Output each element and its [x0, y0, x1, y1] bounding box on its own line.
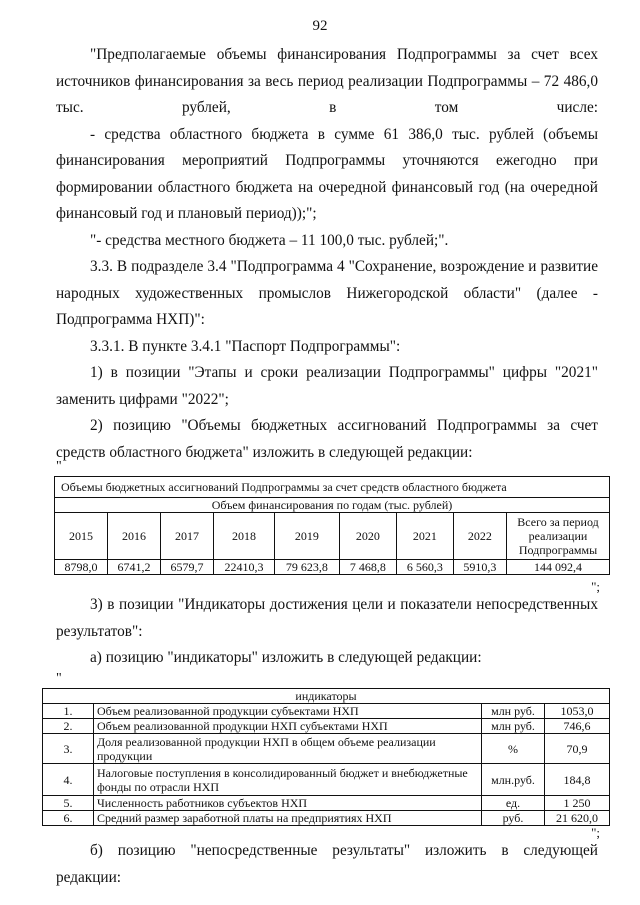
value-cell: 79 623,8 — [274, 560, 339, 575]
body-text-block-1 — [56, 42, 598, 466]
body-text-block-2 — [56, 592, 598, 672]
indicator-number: 6. — [43, 811, 94, 826]
year-cell: 2017 — [161, 513, 214, 560]
indicator-value: 184,8 — [545, 764, 610, 796]
year-cell: 2020 — [339, 513, 396, 560]
closing-mark-1: "; — [591, 579, 600, 594]
opening-quote-2: " — [56, 671, 62, 686]
paragraph-local-budget: "- средства местного бюджета – 11 100,0 тыс. рублей;". — [90, 231, 449, 249]
indicator-name: Доля реализованной продукции НХП в общем объеме реализации продукции — [94, 734, 482, 764]
indicator-value: 746,6 — [545, 719, 610, 734]
budget-table-subheader: Объем финансирования по годам (тыс. рублей) — [55, 498, 610, 513]
indicator-unit: ед. — [482, 796, 545, 811]
paragraph-item-3a: а) позицию "индикаторы" изложить в следующей редакции: — [90, 649, 482, 666]
indicator-unit: руб. — [482, 811, 545, 826]
paragraph-regional-budget: - средства областного бюджета в сумме 61 386,0 тыс. рублей (объемы финансирования мероприятий Подпрограммы уточняются ежегодно при формировании областного бюджета на очередной финансовый год (на очередной финансовый год и плановый период));"; — [56, 125, 598, 222]
value-cell: 5910,3 — [453, 560, 506, 575]
indicator-number: 1. — [43, 704, 94, 719]
paragraph-financing-total: "Предполагаемые объемы финансирования Подпрограммы за счет всех источников финансирования за весь период реализации Подпрограммы – 72 486,0 тыс. рублей, в том числе: — [56, 46, 598, 116]
budget-allocation-table — [54, 476, 610, 575]
value-cell: 8798,0 — [55, 560, 108, 575]
indicator-value: 1 250 — [545, 796, 610, 811]
indicator-unit: млн руб. — [482, 704, 545, 719]
year-cell: 2021 — [396, 513, 453, 560]
indicator-unit: млн руб. — [482, 719, 545, 734]
body-text-block-3 — [56, 838, 598, 891]
year-cell: 2019 — [274, 513, 339, 560]
year-cell: 2015 — [55, 513, 108, 560]
value-cell: 22410,3 — [214, 560, 275, 575]
indicator-name: Объем реализованной продукции субъектами НХП — [94, 704, 482, 719]
year-cell: 2018 — [214, 513, 275, 560]
year-cell: 2016 — [108, 513, 161, 560]
paragraph-item-3b: б) позицию "непосредственные результаты" изложить в следующей редакции: — [56, 842, 598, 886]
indicators-table — [42, 688, 610, 826]
indicator-name: Объем реализованной продукции НХП субъектами НХП — [94, 719, 482, 734]
indicator-value: 1053,0 — [545, 704, 610, 719]
indicator-value: 70,9 — [545, 734, 610, 764]
closing-mark-2: "; — [591, 825, 600, 840]
paragraph-item-3: 3) в позиции "Индикаторы достижения цели и показатели непосредственных результатов": — [56, 596, 598, 640]
paragraph-section-3-3-1: 3.3.1. В пункте 3.4.1 "Паспорт Подпрограммы": — [90, 337, 401, 355]
indicator-number: 4. — [43, 764, 94, 796]
indicator-name: Средний размер заработной платы на предприятиях НХП — [94, 811, 482, 826]
indicator-value: 21 620,0 — [545, 811, 610, 826]
opening-quote-1: " — [56, 459, 62, 474]
value-cell: 6579,7 — [161, 560, 214, 575]
paragraph-section-3-3: 3.3. В подразделе 3.4 "Подпрограмма 4 "Сохранение, возрождение и развитие народных художественных промыслов Нижегородской области" (далее - Подпрограмма НХП)": — [56, 258, 598, 328]
page-number: 92 — [312, 18, 328, 34]
indicator-number: 5. — [43, 796, 94, 811]
paragraph-item-2: 2) позицию "Объемы бюджетных ассигнований Подпрограммы за счет средств областного бюджета" изложить в следующей редакции: — [56, 417, 598, 461]
indicator-name: Налоговые поступления в консолидированный бюджет и внебюджетные фонды по отрасли НХП — [94, 764, 482, 796]
value-cell: 6 560,3 — [396, 560, 453, 575]
indicator-unit: % — [482, 734, 545, 764]
paragraph-item-1: 1) в позиции "Этапы и сроки реализации Подпрограммы" цифры "2021" заменить цифрами "2022"; — [56, 364, 598, 408]
value-cell: 6741,2 — [108, 560, 161, 575]
indicator-number: 3. — [43, 734, 94, 764]
value-cell: 7 468,8 — [339, 560, 396, 575]
year-cell: 2022 — [453, 513, 506, 560]
budget-table-title: Объемы бюджетных ассигнований Подпрограммы за счет средств областного бюджета — [55, 477, 610, 498]
total-value-cell: 144 092,4 — [507, 560, 610, 575]
indicator-unit: млн.руб. — [482, 764, 545, 796]
total-period-header: Всего за период реализации Подпрограммы — [507, 513, 610, 560]
indicator-number: 2. — [43, 719, 94, 734]
indicators-table-title: индикаторы — [43, 689, 610, 704]
indicator-name: Численность работников субъектов НХП — [94, 796, 482, 811]
